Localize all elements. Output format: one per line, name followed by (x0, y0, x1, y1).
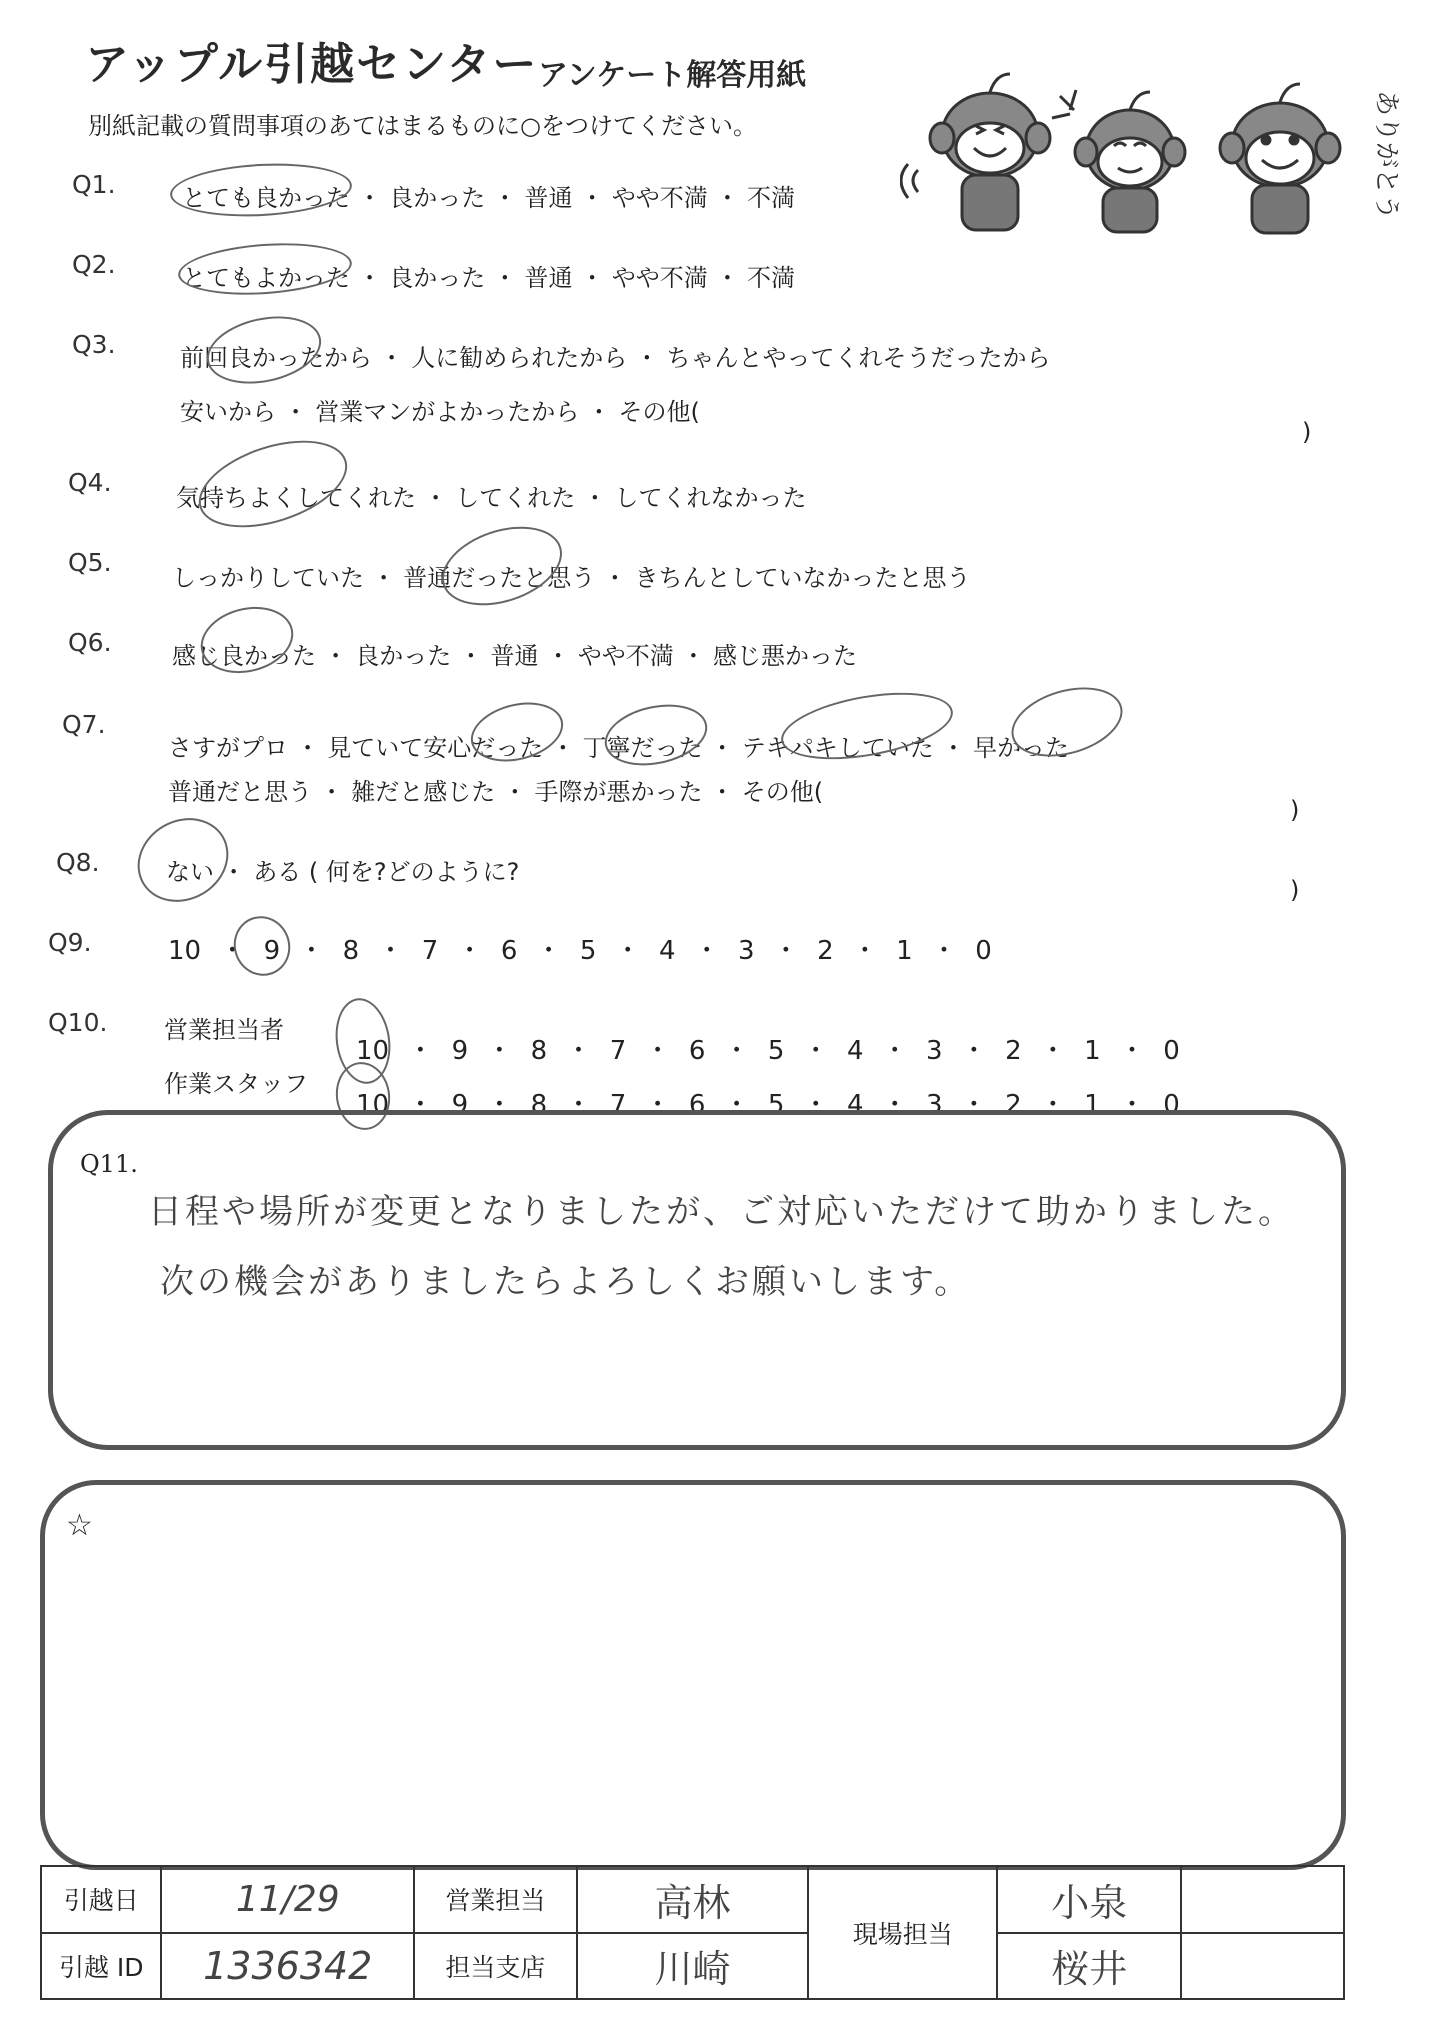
q11-answer-line2: 次の機会がありましたらよろしくお願いします。 (160, 1262, 972, 1302)
answer-circle (188, 424, 358, 544)
q7-options-line2[interactable]: 普通だと思う ・ 雑だと感じた ・ 手際が悪かった ・ その他( (168, 778, 824, 806)
sales-label: 営業担当 (414, 1866, 577, 1933)
q9-scale[interactable]: 10 ・ 9 ・ 8 ・ 7 ・ 6 ・ 5 ・ 4 ・ 3 ・ 2 ・ 1 ・ 0 (168, 936, 992, 966)
answer-circle (122, 802, 243, 918)
q3-options-line2[interactable]: 安いから ・ 営業マンがよかったから ・ その他( (180, 398, 700, 426)
q7-close-paren: ) (1290, 796, 1300, 824)
footer-info-table (40, 1865, 1345, 2000)
move-date-label: 引越日 (41, 1866, 161, 1933)
mascot-illustration (900, 60, 1420, 240)
q10-label: Q10. (48, 1008, 108, 1037)
site-value-2: 桜井 (997, 1933, 1181, 2000)
q4-options[interactable]: 気持ちよくしてくれた ・ してくれた ・ してくれなかった (176, 484, 807, 512)
q1-label: Q1. (72, 170, 116, 199)
free-comment-box[interactable] (40, 1480, 1346, 1870)
q2-options[interactable]: とてもよかった ・ 良かった ・ 普通 ・ やや不満 ・ 不満 (182, 264, 796, 292)
q11-label: Q11. (80, 1150, 138, 1178)
q6-label: Q6. (68, 628, 112, 657)
q10-row2-name: 作業スタッフ (164, 1070, 308, 1098)
q3-options-line1[interactable]: 前回良かったから ・ 人に勧められたから ・ ちゃんとやってくれそうだったから (180, 344, 1051, 372)
q9-label: Q9. (48, 928, 92, 957)
branch-value: 川崎 (577, 1933, 808, 2000)
form-title: アンケート解答用紙 (538, 58, 807, 93)
q5-label: Q5. (68, 548, 112, 577)
branch-label: 担当支店 (414, 1933, 577, 2000)
move-id-value: 1336342 (161, 1933, 414, 2000)
q11-answer-line1: 日程や場所が変更となりましたが、ご対応いただけて助かりました。 (148, 1192, 1295, 1232)
q8-label: Q8. (56, 848, 100, 877)
q1-options[interactable]: とても良かった ・ 良かった ・ 普通 ・ やや不満 ・ 不満 (182, 184, 796, 212)
sales-value: 高林 (577, 1866, 808, 1933)
move-date-value: 11/29 (161, 1866, 414, 1933)
q4-label: Q4. (68, 468, 112, 497)
q8-options[interactable]: ない ・ ある ( 何を?どのように? (166, 858, 520, 886)
q3-label: Q3. (72, 330, 116, 359)
q2-label: Q2. (72, 250, 116, 279)
q7-options-line1[interactable]: さすがプロ ・ 見ていて安心だった ・ 丁寧だった ・ テキパキしていた ・ 早かった (168, 734, 1070, 762)
star-label: ☆ (66, 1508, 93, 1543)
q5-options[interactable]: しっかりしていた ・ 普通だったと思う ・ きちんとしていなかったと思う (172, 564, 971, 592)
empty-cell (1181, 1866, 1344, 1933)
q7-label: Q7. (62, 710, 106, 739)
empty-cell (1181, 1933, 1344, 2000)
q10-row2-scale[interactable]: 10 ・ 9 ・ 8 ・ 7 ・ 6 ・ 5 ・ 4 ・ 3 ・ 2 ・ 1 ・ 0 (356, 1090, 1180, 1120)
instruction-text: 別紙記載の質問事項のあてはまるものに○をつけてください。 (88, 112, 757, 140)
q8-close-paren: ) (1290, 876, 1300, 904)
company-name: アップル引越センター (85, 39, 539, 90)
answer-circle (432, 513, 572, 620)
move-id-label: 引越 ID (41, 1933, 161, 2000)
site-value-1: 小泉 (997, 1866, 1181, 1933)
q6-options[interactable]: 感じ良かった ・ 良かった ・ 普通 ・ やや不満 ・ 感じ悪かった (172, 642, 858, 670)
q3-close-paren: ) (1302, 418, 1312, 446)
thanks-text: ありがとう (1371, 90, 1401, 221)
q10-row1-scale[interactable]: 10 ・ 9 ・ 8 ・ 7 ・ 6 ・ 5 ・ 4 ・ 3 ・ 2 ・ 1 ・ 0 (356, 1036, 1180, 1066)
q10-row1-name: 営業担当者 (164, 1016, 284, 1044)
answer-circle (201, 307, 328, 394)
site-label: 現場担当 (808, 1866, 997, 1999)
answer-circle (225, 908, 298, 984)
